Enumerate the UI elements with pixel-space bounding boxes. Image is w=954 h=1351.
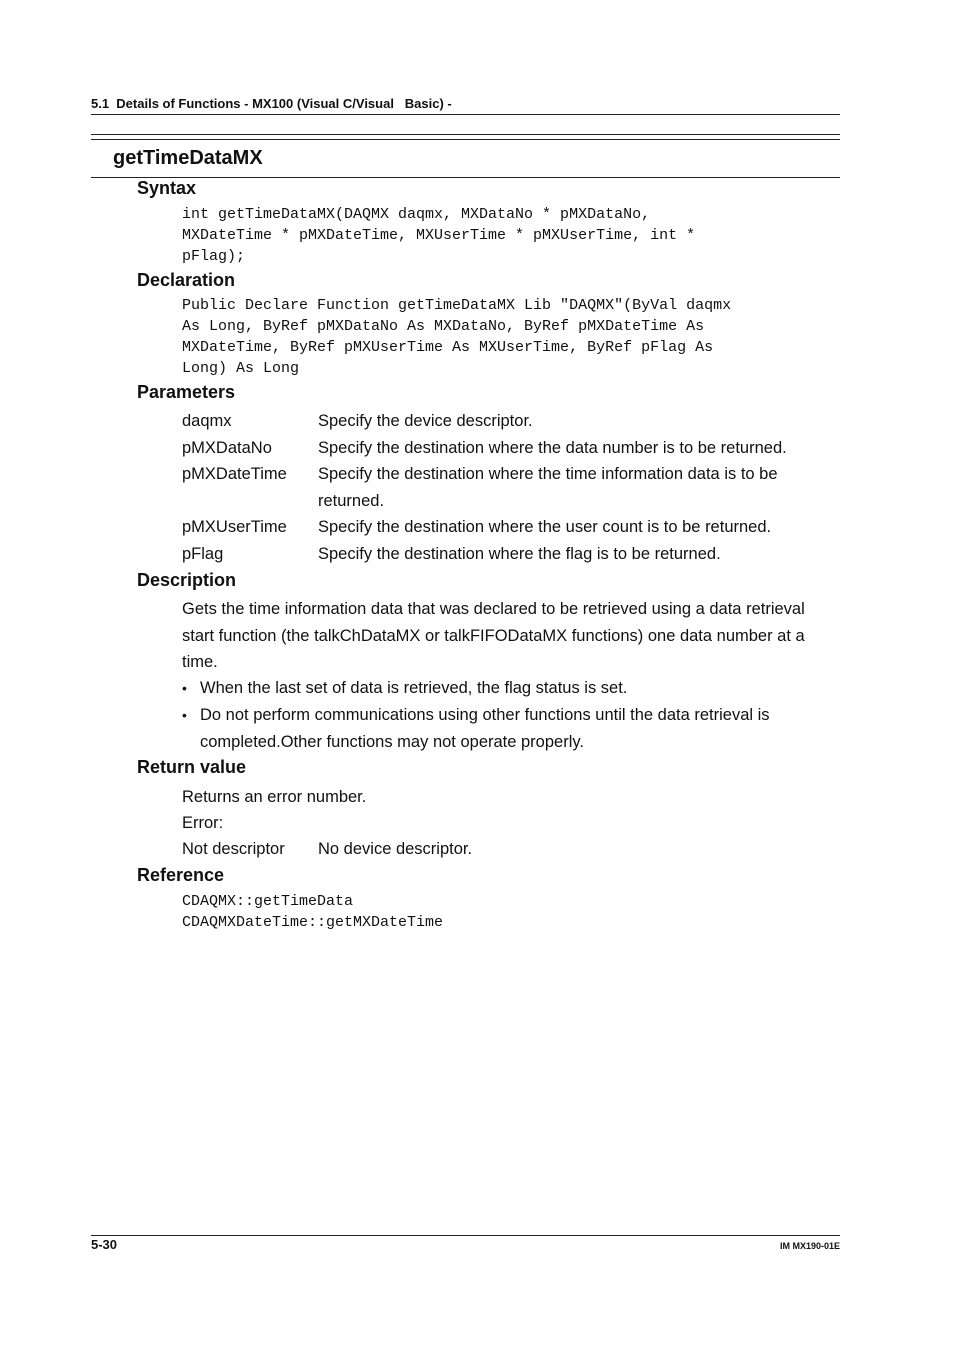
param-desc: Specify the destination where the flag is to be returned.: [318, 545, 721, 563]
return-value-heading: Return value: [137, 757, 247, 777]
title-rule-bottom: [91, 177, 840, 178]
description-heading: Description: [137, 570, 237, 590]
header-rule: [91, 114, 840, 115]
bullet-icon: •: [182, 707, 187, 723]
reference-line: CDAQMX::getTimeData: [182, 893, 354, 910]
syntax-line: int getTimeDataMX(DAQMX daqmx, MXDataNo * pMXDataNo,: [182, 206, 651, 223]
error-desc: No device descriptor.: [318, 840, 473, 858]
param-name: pFlag: [182, 545, 224, 563]
page-number: 5-30: [91, 1237, 118, 1252]
title-rule-top-2: [91, 139, 840, 140]
param-desc: Specify the destination where the data number is to be returned.: [318, 439, 787, 457]
reference-heading: Reference: [137, 865, 225, 885]
footer-rule: [91, 1235, 840, 1236]
error-name: Not descriptor: [182, 840, 285, 858]
title-rule-top-1: [91, 134, 840, 135]
declaration-line: MXDateTime, ByRef pMXUserTime As MXUserTime, ByRef pFlag As: [182, 339, 714, 356]
declaration-line: Public Declare Function getTimeDataMX Lib "DAQMX"(ByVal daqmx: [182, 297, 732, 314]
syntax-heading: Syntax: [137, 178, 197, 198]
param-desc: Specify the device descriptor.: [318, 412, 533, 430]
param-desc: Specify the destination where the user count is to be returned.: [318, 518, 772, 536]
param-desc: Specify the destination where the time information data is to be returned.: [318, 465, 778, 510]
description-text: Gets the time information data that was declared to be retrieved using a data retrieval start function (the talkChDataMX or talkFIFODataMX functions) one data number at a time.: [182, 600, 805, 671]
syntax-line: MXDateTime * pMXDateTime, MXUserTime * pMXUserTime, int *: [182, 227, 696, 244]
declaration-line: As Long, ByRef pMXDataNo As MXDataNo, ByRef pMXDateTime As: [182, 318, 705, 335]
bullet-icon: •: [182, 680, 187, 696]
syntax-line: pFlag);: [182, 248, 246, 265]
error-label: Error:: [182, 814, 224, 832]
running-header: 5.1 Details of Functions - MX100 (Visual C/Visual Basic) -: [91, 96, 452, 111]
description-bullet: Do not perform communications using other functions until the data retrieval is completed.Other functions may not operate properly.: [200, 706, 770, 751]
description-bullet: When the last set of data is retrieved, the flag status is set.: [200, 679, 628, 697]
document-id: IM MX190-01E: [779, 1241, 840, 1251]
function-title: getTimeDataMX: [113, 147, 263, 169]
param-name: pMXUserTime: [182, 518, 287, 536]
return-value-text: Returns an error number.: [182, 788, 367, 806]
declaration-heading: Declaration: [137, 270, 236, 290]
param-name: pMXDateTime: [182, 465, 287, 483]
declaration-line: Long) As Long: [182, 360, 300, 377]
param-name: daqmx: [182, 412, 232, 430]
param-name: pMXDataNo: [182, 439, 272, 457]
parameters-heading: Parameters: [137, 382, 236, 402]
reference-line: CDAQMXDateTime::getMXDateTime: [182, 914, 444, 931]
